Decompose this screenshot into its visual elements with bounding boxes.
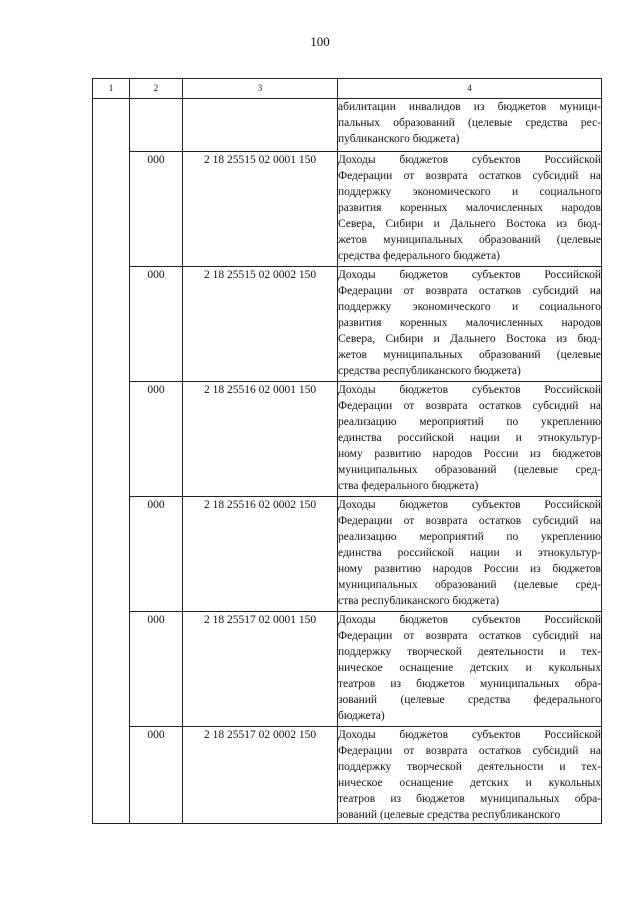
- table-row: [93, 152, 602, 267]
- description-line: Севера, Сибири и Дальнего Востока из бюд-: [338, 333, 601, 345]
- description-line: Доходы бюджетов субъектов Российской: [338, 499, 601, 511]
- description-cell: [338, 382, 602, 497]
- description-line: поддержку экономического и социального: [338, 301, 601, 313]
- description-line: пальных образований (целевые средства рес-: [338, 117, 601, 129]
- description-line: поддержку творческой деятельности и тех-: [338, 646, 601, 658]
- description-line: развития коренных малочисленных народов: [338, 317, 601, 329]
- description-line: муниципальных образований (целевые сред-: [338, 579, 601, 591]
- description-line: зований (целевые средства республиканского: [338, 809, 561, 821]
- description-cell: [338, 99, 602, 152]
- table-row: [93, 382, 602, 497]
- description-cell: [338, 267, 602, 382]
- description-line: Доходы бюджетов субъектов Российской: [338, 614, 601, 626]
- description-line: жетов муниципальных образований (целевые: [338, 349, 601, 361]
- description-line: жетов муниципальных образований (целевые: [338, 234, 601, 246]
- admin-code-cell: 000: [130, 152, 183, 267]
- budget-code-cell: 2 18 25517 02 0001 150: [183, 612, 338, 727]
- description-line: ническое оснащение детских и кукольных: [338, 777, 601, 789]
- description-line: Севера, Сибири и Дальнего Востока из бюд-: [338, 218, 601, 230]
- description-line: Федерации от возврата остатков субсидий на: [338, 745, 601, 757]
- admin-cell: [130, 99, 183, 152]
- description-line: зований (целевые средства федерального: [338, 694, 601, 706]
- header-row: [93, 79, 602, 99]
- description-line: поддержку творческой деятельности и тех-: [338, 761, 601, 773]
- description-line: Доходы бюджетов субъектов Российской: [338, 729, 601, 741]
- budget-code-cell: 2 18 25516 02 0001 150: [183, 382, 338, 497]
- description-line: средства федерального бюджета): [338, 250, 501, 262]
- description-line: единства российской нации и этнокультур-: [338, 547, 601, 559]
- description-line: абилитации инвалидов из бюджетов муници-: [338, 101, 601, 113]
- description-line: единства российской нации и этнокультур-: [338, 432, 601, 444]
- description-line: ства федерального бюджета): [338, 480, 479, 492]
- header-cell-2: 2: [130, 79, 183, 99]
- admin-code-cell: 000: [130, 267, 183, 382]
- description-cell: [338, 612, 602, 727]
- code-cell: [183, 99, 338, 152]
- description-line: Федерации от возврата остатков субсидий на: [338, 515, 601, 527]
- table-row: [93, 267, 602, 382]
- description-line: Доходы бюджетов субъектов Российской: [338, 384, 601, 396]
- description-cell: [338, 152, 602, 267]
- description-line: ническое оснащение детских и кукольных: [338, 662, 601, 674]
- budget-code-cell: 2 18 25516 02 0002 150: [183, 497, 338, 612]
- description-line: ному развитию народов России из бюджетов: [338, 563, 601, 575]
- column-1-cell: [93, 99, 130, 824]
- admin-code-cell: 000: [130, 382, 183, 497]
- description-line: ному развитию народов России из бюджетов: [338, 448, 601, 460]
- description-line: Доходы бюджетов субъектов Российской: [338, 154, 601, 166]
- description-line: муниципальных образований (целевые сред-: [338, 464, 601, 476]
- table-row: [93, 612, 602, 727]
- budget-code-cell: 2 18 25517 02 0002 150: [183, 727, 338, 824]
- description-cell: [338, 727, 602, 824]
- description-line: театров из бюджетов муниципальных обра-: [338, 678, 601, 690]
- table-row-continuation: [93, 99, 602, 152]
- description-line: Доходы бюджетов субъектов Российской: [338, 269, 601, 281]
- description-line: театров из бюджетов муниципальных обра-: [338, 793, 601, 805]
- description-line: ства республиканского бюджета): [338, 595, 500, 607]
- table-row: [93, 497, 602, 612]
- table-row: [93, 727, 602, 824]
- description-line: публиканского бюджета): [338, 133, 460, 145]
- description-line: бюджета): [338, 710, 385, 722]
- description-cell: [338, 497, 602, 612]
- description-line: Федерации от возврата остатков субсидий на: [338, 170, 601, 182]
- budget-codes-table: [92, 78, 602, 824]
- header-cell-4: 4: [338, 79, 602, 99]
- budget-code-cell: 2 18 25515 02 0002 150: [183, 267, 338, 382]
- description-line: поддержку экономического и социального: [338, 186, 601, 198]
- header-cell-3: 3: [183, 79, 338, 99]
- description-line: Федерации от возврата остатков субсидий на: [338, 285, 601, 297]
- admin-code-cell: 000: [130, 497, 183, 612]
- header-cell-1: 1: [93, 79, 130, 99]
- description-line: развития коренных малочисленных народов: [338, 202, 601, 214]
- admin-code-cell: 000: [130, 727, 183, 824]
- admin-code-cell: 000: [130, 612, 183, 727]
- description-line: средства республиканского бюджета): [338, 365, 521, 377]
- description-line: реализацию мероприятий по укреплению: [338, 531, 601, 543]
- budget-code-cell: 2 18 25515 02 0001 150: [183, 152, 338, 267]
- description-line: Федерации от возврата остатков субсидий на: [338, 400, 601, 412]
- description-line: реализацию мероприятий по укреплению: [338, 416, 601, 428]
- page-number: 100: [310, 34, 330, 49]
- description-line: Федерации от возврата остатков субсидий на: [338, 630, 601, 642]
